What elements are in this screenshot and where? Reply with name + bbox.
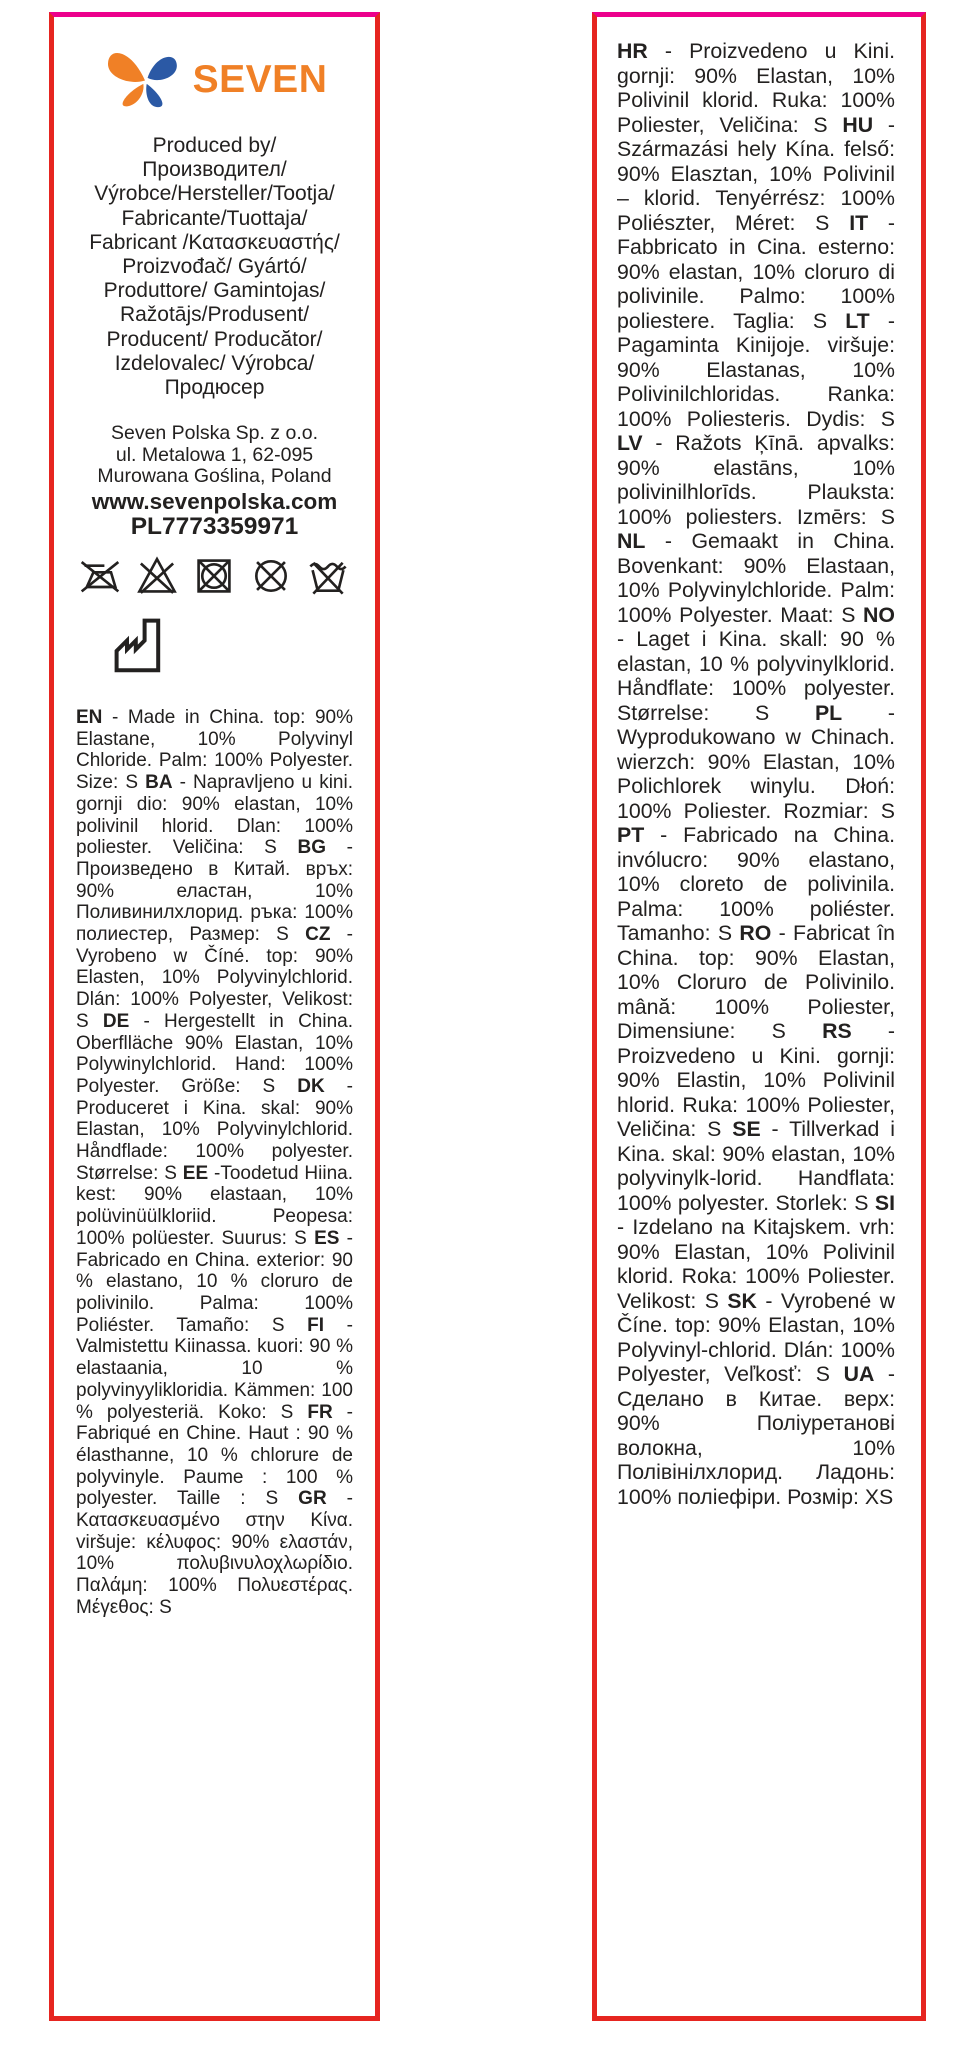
seven-logo [54, 37, 375, 121]
produced-by-block [62, 134, 367, 400]
language-code: DE [102, 1010, 130, 1032]
language-code: RS [822, 1019, 852, 1043]
language-code: HU [842, 112, 874, 137]
left-label-panel [49, 12, 380, 2021]
language-code: SI [874, 1190, 895, 1215]
butterfly-icon [102, 37, 188, 122]
text-line: Ražotājs/Produsent/ [119, 303, 310, 327]
do-not-bleach-icon [134, 554, 180, 598]
language-code: BA [145, 772, 173, 794]
do-not-iron-icon [77, 554, 123, 598]
text-line: Fabricant /Κατασκευαστής/ [89, 230, 340, 254]
text-line: Izdelovalec/ Výrobca/ [114, 351, 315, 375]
language-code: UA [843, 1362, 875, 1386]
do-not-dry-clean-icon [248, 554, 294, 598]
text-line: Produttore/ Gamintojas/ [103, 279, 326, 303]
language-code: LT [845, 308, 870, 333]
do-not-wash-icon [305, 554, 351, 598]
text-line: Proizvođač/ Gyártó/ [122, 255, 307, 279]
website-text: www.sevenpolska.com [91, 489, 338, 514]
brand-name: SEVEN [192, 57, 328, 101]
language-code: CZ [305, 924, 331, 946]
language-code: IT [849, 210, 869, 235]
language-code: ES [314, 1227, 340, 1249]
language-code: FR [307, 1401, 333, 1423]
language-code: NL [617, 529, 646, 553]
composition-text-right: HR - Proizvedeno u Kini. gornji: 90% Elastan, 10% Polivinil klorid. Ruka: 100% Poliester, Veličina: S HU - Származási hely Kína. felső: 90% Elasztan, 10% Polivinil – klorid. Tenyérrész: 100% Poliészter, Méret: S IT - Fabbricato in Cina. esterno: 90% elastan, 10% cloruro di polivinile. Palmo: 100% poliestere. Taglia: S LT - Pagaminta Kinijoje. viršuje: 90% Elastanas, 10% Polivinilchloridas. Ranka: 100% Poliesteris. Dydis: S LV - Ražots Ķīnā. apvalks: 90% elastāns, 10% polivinilhlorīds. Plauksta: 100% poliesters. Izmērs: S NL - Gemaakt in China. Bovenkant: 90% Elastaan, 10% Polyvinylchloride. Palm: 100% Polyester. Maat: S NO - Laget i Kina. skall: 90 % elastan, 10 % polyvinylklorid. Håndflate: 100% polyester. Størrelse: S PL - Wyprodukowano w Chinach. wierzch: 90% Elastan, 10% Polichlorek winylu. Dłoń: 100% Poliester. Rozmiar: S PT - Fabricado na China. invólucro: 90% elastano, 10% cloreto de polivinila. Palma: 100% poliéster. Tamanho: S RO - Fabricat în China. top: 90% Elastan, 10% Cloruro de Polivinilo. mână: 100% Poliester, Dimensiune: S RS - Proizvedeno u Kini. gornji: 90% Elastin, 10% Polivinil hlorid. Ruka: 100% Poliester, Veličina: S SE - Tillverkad i Kina. skal: 90% elastan, 10% polyvinylk-lorid. Handflata: 100% polyester. Storlek: S SI - Izdelano na Kitajskem. vrh: 90% Elastan, 10% Polivinil klorid. Roka: 100% Poliester. Velikost: S SK - Vyrobené w Číne. top: 90% Elastan, 10% Polyvinyl-chlorid. Dlán: 100% Polyester, Veľkosť: S UA - Сделано в Китае. верх: 90% Поліуретанові волокна, 10% Полівінілхлорид. Ладонь: 100% поліефіри. Розмір: XS [617, 39, 896, 1509]
language-code: PL [814, 700, 843, 725]
right-label-panel [592, 12, 926, 2021]
language-code: BG [297, 837, 326, 859]
text-line: ul. Metalowa 1, 62-095 [115, 443, 314, 466]
text-line: Murowana Goślina, Poland [97, 465, 332, 488]
language-code: EE [182, 1162, 209, 1184]
text-line: Продюсер [164, 376, 265, 400]
factory-icon [106, 611, 172, 680]
language-code: DK [297, 1075, 325, 1097]
composition-text-left: EN - Made in China. top: 90% Elastane, 10% Polyvinyl Chloride. Palm: 100% Polyester. Size: S BA - Napravljeno u kini. gornji dio: 90% elastan, 10% polivinil hlorid. Dlan: 100% poliester. Veličina: S BG - Произведено в Китай. връх: 90% еластан, 10% Поливинилхлорид. ръка: 100% полиестер, Размер: S CZ - Vyrobeno w Číné. top: 90% Elasten, 10% Polyvinylchlorid. Dlán: 100% Polyester, Velikost: S DE - Hergestellt in China. Oberflläche 90% Elastan, 10% Polywinylchlorid. Hand: 100% Polyester. Größe: S DK - Produceret i Kina. skal: 90% Elastan, 10% Polyvinylchlorid. Håndflade: 100% polyester. Størrelse: S EE -Toodetud Hiina. kest: 90% elastaan, 10% polüvinüülkloriid. Peopesa: 100% polüester. Suurus: S ES - Fabricado en China. exterior: 90 % elastano, 10 % cloruro de polivinilo. Palma: 100% Poliéster. Tamaño: S FI - Valmistettu Kiinassa. kuori: 90 % elastaania, 10 % polyvinyylikloridia. Kämmen: 100 % polyesteriä. Koko: S FR - Fabriqué en Chine. Haut : 90 % élasthanne, 10 % chlorure de polyvinyle. Paume : 100 % polyester. Taille : S GR - Κατασκευασμένο στην Κίνα. viršuje: κέλυφος: 90% ελαστάν, 10% πολυβινυλοχλωρίδιο. Παλάμη: 100% Πολυεστέρας. Μέγεθος: S [76, 707, 354, 1618]
language-code: FI [307, 1314, 325, 1336]
language-code: NO [863, 602, 895, 627]
text-line: Produced by/ [152, 134, 277, 157]
text-line: Výrobce/Hersteller/Tootja/ [94, 182, 335, 206]
tax-id-text: PL7773359971 [130, 513, 299, 540]
address-block [62, 423, 367, 488]
language-code: GR [298, 1488, 327, 1510]
language-code: EN [76, 707, 103, 728]
care-symbols-row [77, 554, 351, 598]
language-code: SE [732, 1117, 761, 1141]
do-not-tumble-dry-icon [191, 554, 237, 598]
language-code: LV [617, 431, 643, 455]
text-line: Fabricante/Tuottaja/ [121, 206, 308, 230]
language-code: SK [727, 1288, 757, 1313]
language-code: PT [617, 823, 645, 847]
language-code: RO [739, 921, 772, 945]
text-line: Seven Polska Sp. z o.o. [110, 422, 319, 444]
language-code: HR [617, 39, 648, 63]
text-line: Производител/ [142, 158, 287, 182]
text-line: Producent/ Producător/ [106, 327, 323, 351]
